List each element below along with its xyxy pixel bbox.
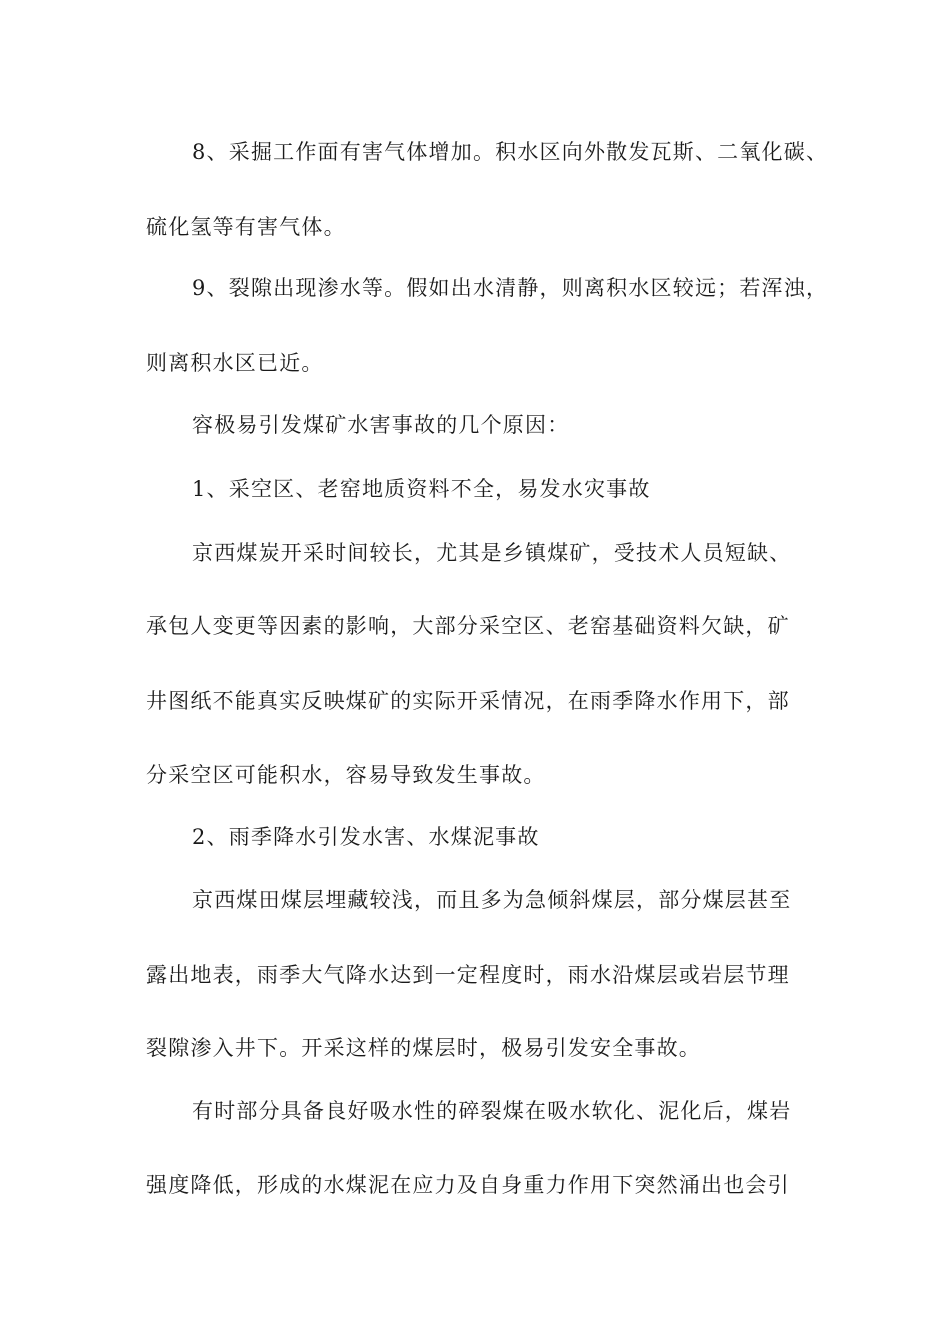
- paragraph-line: 9、裂隙出现渗水等。假如出水清静，则离积水区较远；若浑浊，: [192, 276, 829, 300]
- paragraph-line: 露出地表，雨季大气降水达到一定程度时，雨水沿煤层或岩层节理: [146, 963, 790, 987]
- paragraph-line: 8、采掘工作面有害气体增加。积水区向外散发瓦斯、二氧化碳、: [192, 140, 829, 164]
- paragraph-line: 硫化氢等有害气体。: [146, 215, 346, 239]
- paragraph-line: 井图纸不能真实反映煤矿的实际开采情况，在雨季降水作用下，部: [146, 689, 790, 713]
- paragraph-line: 承包人变更等因素的影响，大部分采空区、老窑基础资料欠缺，矿: [146, 614, 790, 638]
- paragraph-line: 裂隙渗入井下。开采这样的煤层时，极易引发安全事故。: [146, 1036, 701, 1060]
- item-heading: 2、雨季降水引发水害、水煤泥事故: [192, 825, 540, 849]
- paragraph-line: 京西煤炭开采时间较长，尤其是乡镇煤矿，受技术人员短缺、: [192, 541, 792, 565]
- paragraph-line: 京西煤田煤层埋藏较浅，而且多为急倾斜煤层，部分煤层甚至: [192, 888, 792, 912]
- paragraph-line: 分采空区可能积水，容易导致发生事故。: [146, 763, 546, 787]
- paragraph-line: 有时部分具备良好吸水性的碎裂煤在吸水软化、泥化后，煤岩: [192, 1099, 792, 1123]
- paragraph-line: 强度降低，形成的水煤泥在应力及自身重力作用下突然涌出也会引: [146, 1173, 790, 1197]
- item-heading: 1、采空区、老窑地质资料不全，易发水灾事故: [192, 477, 651, 501]
- paragraph-line: 则离积水区已近。: [146, 351, 324, 375]
- section-heading: 容极易引发煤矿水害事故的几个原因：: [192, 413, 570, 437]
